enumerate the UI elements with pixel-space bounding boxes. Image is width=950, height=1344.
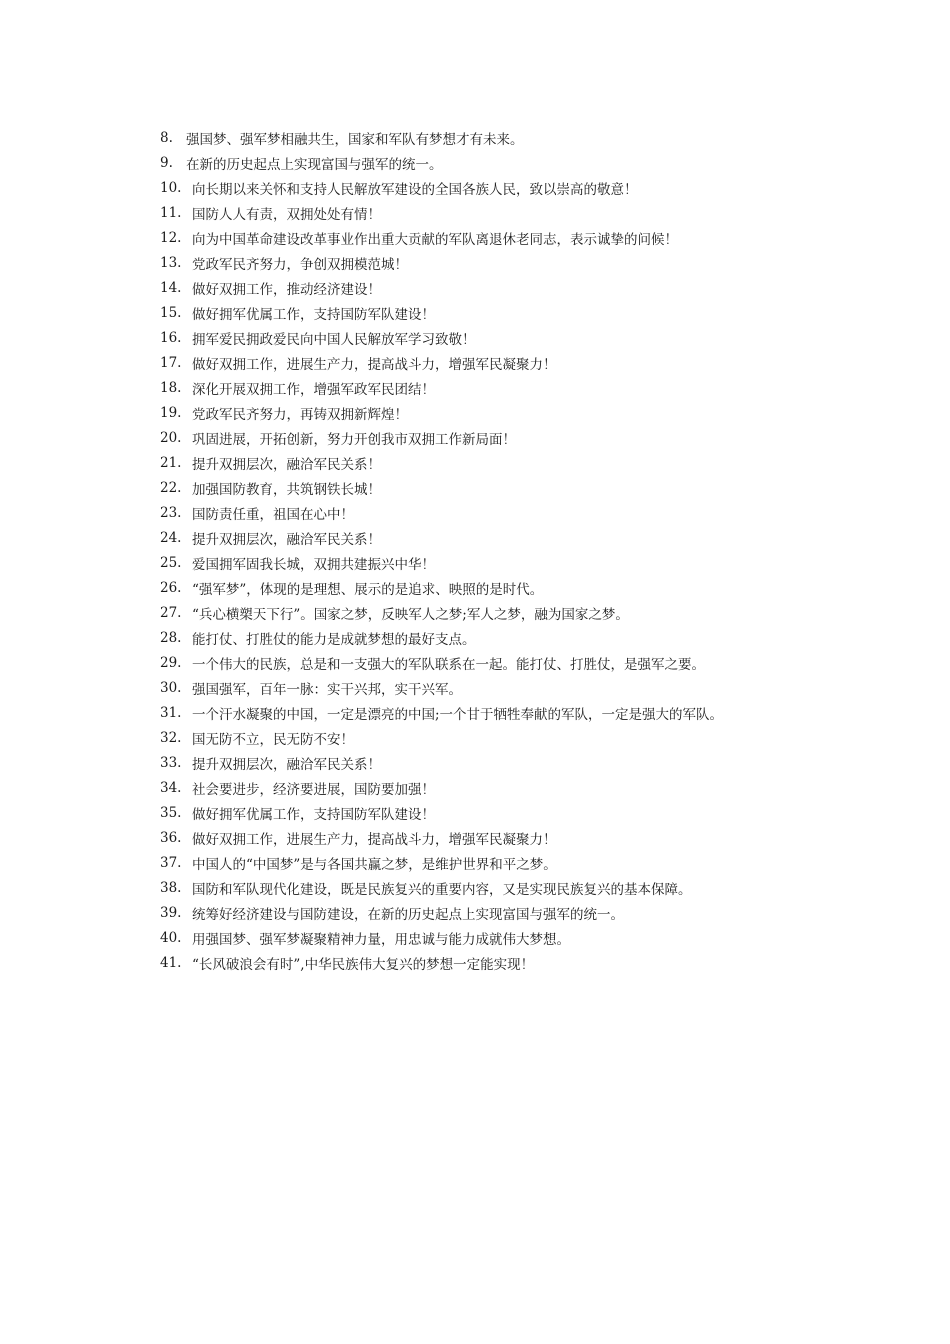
item-number: 27. xyxy=(160,604,182,621)
list-item xyxy=(160,650,860,675)
item-number: 40. xyxy=(160,929,182,946)
list-item xyxy=(160,425,860,450)
item-text: 社会要进步，经济要进展，国防要加强！ xyxy=(192,781,435,798)
list-item xyxy=(160,575,860,600)
item-number: 12. xyxy=(160,229,182,246)
list-item xyxy=(160,625,860,650)
item-number: 34. xyxy=(160,779,182,796)
slogan-list xyxy=(160,125,860,975)
item-number: 24. xyxy=(160,529,182,546)
item-number: 41. xyxy=(160,954,182,971)
list-item xyxy=(160,200,860,225)
item-text: 爱国拥军固我长城，双拥共建振兴中华！ xyxy=(192,556,435,573)
list-item xyxy=(160,525,860,550)
list-item xyxy=(160,375,860,400)
item-number: 18. xyxy=(160,379,182,396)
item-number: 31. xyxy=(160,704,182,721)
item-number: 10. xyxy=(160,179,182,196)
item-number: 32. xyxy=(160,729,182,746)
list-item xyxy=(160,150,860,175)
list-item xyxy=(160,850,860,875)
list-item xyxy=(160,125,860,150)
list-item xyxy=(160,175,860,200)
item-number: 38. xyxy=(160,879,182,896)
item-number: 36. xyxy=(160,829,182,846)
item-number: 11. xyxy=(160,204,182,221)
item-text: 做好拥军优属工作，支持国防军队建设！ xyxy=(192,806,435,823)
list-item xyxy=(160,550,860,575)
item-text: 提升双拥层次，融洽军民关系！ xyxy=(192,756,381,773)
item-number: 39. xyxy=(160,904,182,921)
list-item xyxy=(160,725,860,750)
item-text: 做好双拥工作，推动经济建设！ xyxy=(192,281,381,298)
list-item xyxy=(160,275,860,300)
list-item xyxy=(160,225,860,250)
item-text: 国防和军队现代化建设，既是民族复兴的重要内容，又是实现民族复兴的基本保障。 xyxy=(192,881,692,898)
item-text: 向长期以来关怀和支持人民解放军建设的全国各族人民，致以崇高的敬意！ xyxy=(192,181,638,198)
item-number: 37. xyxy=(160,854,182,871)
item-number: 9. xyxy=(160,154,173,171)
item-number: 19. xyxy=(160,404,182,421)
list-item xyxy=(160,800,860,825)
item-text: 国防人人有责，双拥处处有情！ xyxy=(192,206,381,223)
item-number: 33. xyxy=(160,754,182,771)
list-item xyxy=(160,450,860,475)
list-item xyxy=(160,875,860,900)
item-number: 35. xyxy=(160,804,182,821)
item-text: 能打仗、打胜仗的能力是成就梦想的最好支点。 xyxy=(192,631,476,648)
item-number: 14. xyxy=(160,279,182,296)
item-number: 20. xyxy=(160,429,182,446)
item-text: 拥军爱民拥政爱民向中国人民解放军学习致敬！ xyxy=(192,331,476,348)
list-item xyxy=(160,400,860,425)
item-number: 13. xyxy=(160,254,182,271)
item-text: 加强国防教育，共筑钢铁长城！ xyxy=(192,481,381,498)
item-text: 巩固进展，开拓创新，努力开创我市双拥工作新局面！ xyxy=(192,431,516,448)
item-number: 23. xyxy=(160,504,182,521)
item-number: 28. xyxy=(160,629,182,646)
item-text: 党政军民齐努力，再铸双拥新辉煌！ xyxy=(192,406,408,423)
list-item xyxy=(160,700,860,725)
item-text: 做好双拥工作，进展生产力，提高战斗力，增强军民凝聚力！ xyxy=(192,831,557,848)
item-text: 做好双拥工作，进展生产力，提高战斗力，增强军民凝聚力！ xyxy=(192,356,557,373)
item-text: 强国梦、强军梦相融共生，国家和军队有梦想才有未来。 xyxy=(186,131,524,148)
item-number: 30. xyxy=(160,679,182,696)
item-text: 向为中国革命建设改革事业作出重大贡献的军队离退休老同志，表示诚挚的问候！ xyxy=(192,231,678,248)
item-text: 做好拥军优属工作，支持国防军队建设！ xyxy=(192,306,435,323)
item-number: 29. xyxy=(160,654,182,671)
item-number: 26. xyxy=(160,579,182,596)
item-text: 一个汗水凝聚的中国，一定是漂亮的中国;一个甘于牺牲奉献的军队，一定是强大的军队。 xyxy=(192,706,724,723)
item-number: 16. xyxy=(160,329,182,346)
item-number: 17. xyxy=(160,354,182,371)
list-item xyxy=(160,600,860,625)
item-number: 8. xyxy=(160,129,173,146)
item-text: 提升双拥层次，融洽军民关系！ xyxy=(192,456,381,473)
item-number: 21. xyxy=(160,454,182,471)
item-text: 党政军民齐努力，争创双拥模范城！ xyxy=(192,256,408,273)
item-text: 深化开展双拥工作，增强军政军民团结！ xyxy=(192,381,435,398)
item-number: 25. xyxy=(160,554,182,571)
item-number: 22. xyxy=(160,479,182,496)
list-item xyxy=(160,500,860,525)
item-text: “兵心横槊天下行”。国家之梦，反映军人之梦;军人之梦，融为国家之梦。 xyxy=(192,606,629,623)
list-item xyxy=(160,250,860,275)
list-item xyxy=(160,675,860,700)
list-item xyxy=(160,325,860,350)
item-text: 统筹好经济建设与国防建设，在新的历史起点上实现富国与强军的统一。 xyxy=(192,906,624,923)
item-text: 国无防不立，民无防不安！ xyxy=(192,731,354,748)
item-text: 一个伟大的民族，总是和一支强大的军队联系在一起。能打仗、打胜仗，是强军之要。 xyxy=(192,656,705,673)
item-text: “强军梦”，体现的是理想、展示的是追求、映照的是时代。 xyxy=(192,581,544,598)
list-item xyxy=(160,750,860,775)
list-item xyxy=(160,925,860,950)
list-item xyxy=(160,300,860,325)
list-item xyxy=(160,775,860,800)
list-item xyxy=(160,475,860,500)
item-text: 国防责任重，祖国在心中！ xyxy=(192,506,354,523)
item-number: 15. xyxy=(160,304,182,321)
item-text: 提升双拥层次，融洽军民关系！ xyxy=(192,531,381,548)
list-item xyxy=(160,900,860,925)
item-text: 中国人的“中国梦”是与各国共赢之梦，是维护世界和平之梦。 xyxy=(192,856,557,873)
item-text: 在新的历史起点上实现富国与强军的统一。 xyxy=(186,156,443,173)
list-item xyxy=(160,825,860,850)
list-item xyxy=(160,350,860,375)
list-item xyxy=(160,950,860,975)
item-text: 用强国梦、强军梦凝聚精神力量，用忠诚与能力成就伟大梦想。 xyxy=(192,931,570,948)
item-text: “长风破浪会有时”,中华民族伟大复兴的梦想一定能实现！ xyxy=(192,956,535,973)
item-text: 强国强军，百年一脉：实干兴邦，实干兴军。 xyxy=(192,681,462,698)
